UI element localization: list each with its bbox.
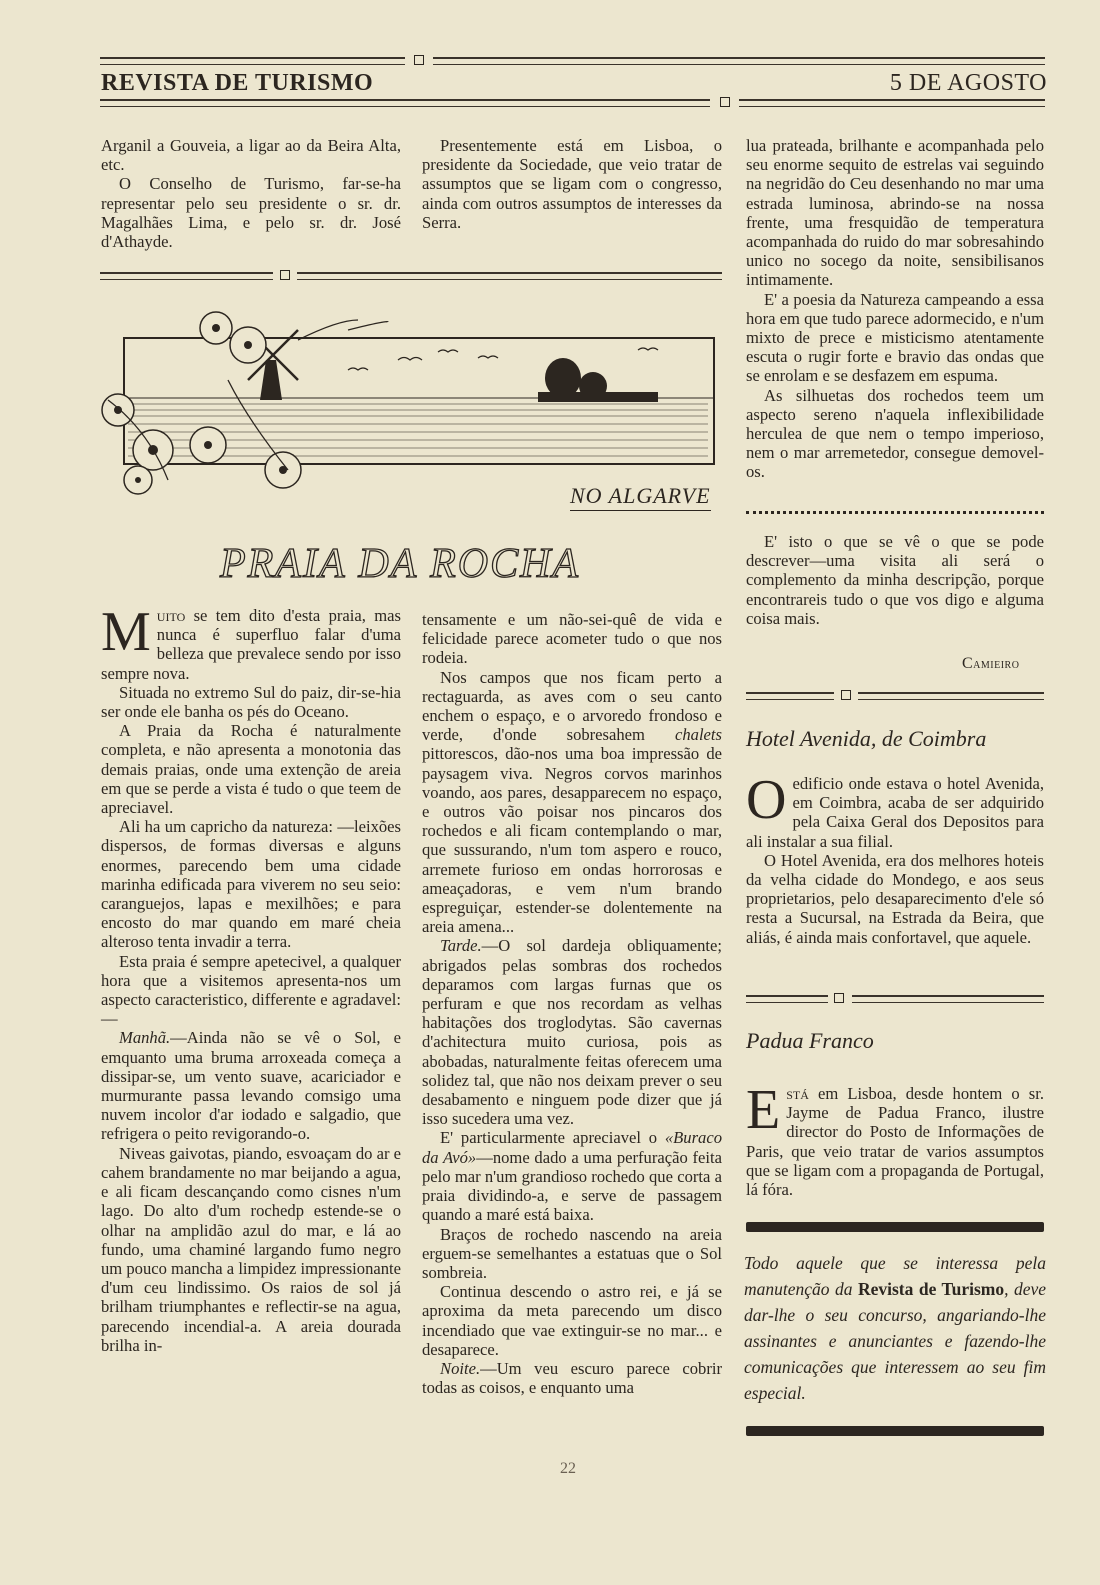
article-column-3	[746, 136, 1044, 482]
dotted-separator	[746, 511, 1044, 518]
paragraph	[422, 1359, 722, 1397]
buraco-pre: E' particularmente apreciavel o	[440, 1128, 665, 1148]
paragraph	[746, 1079, 1044, 1200]
paragraph: Niveas gaivotas, piando, esvoaçam do ar e cahem brandamente no mar beijando a agua, e ali ficam descançando como cisnes n'um lago. Do alto d'um rochedp estende-se o olhar na amplidão azul do mar, e lá ao fundo, uma chaminé largando fumo negro um pouco mancha a limpidez impressionante d'um ceu lindissimo. Os raios de sol já brilham triumphantes e reflectir-se na agua, parecendo incendial-a. A areia dourada brilha in-	[101, 1143, 401, 1355]
noite-text: —Um veu escuro parece cobrir todas as coisos, e enquanto uma	[422, 1358, 722, 1398]
page-number: 22	[560, 1460, 576, 1477]
article-column-3-ending	[746, 532, 1044, 628]
lead-word: uito	[156, 606, 186, 625]
buraco-label: «Buraco da Avó»	[422, 1128, 722, 1167]
top-column-1	[101, 136, 401, 251]
promo-pre: Todo aquele que se interessa pela manutenção da	[744, 1253, 1046, 1299]
paragraph: E' isto o que se vê o que se pode descrever—uma visita ali será o complemento da minha descripção, porque encontrareis tudo o que vos digo e alguma coisa mais.	[746, 532, 1044, 628]
article-column-2	[422, 610, 722, 1397]
drop-cap: M	[101, 601, 151, 663]
promo-top-bar	[746, 1222, 1044, 1232]
lead-word: stá	[786, 1084, 809, 1103]
drop-cap: O	[746, 769, 787, 831]
manha-label: Manhã.	[119, 1028, 171, 1048]
paragraph: lua prateada, brilhante e acompanhada pelo seu enorme sequito de estrelas vai seguindo na negridão do Ceu desenhando no mar uma estrada luminosa, abrindo-se na nossa frente, uma fresquidão de temperatura acompanhada do ruido do mar sobresahindo unico no socego da noite, sensibilisanos intimamente.	[746, 136, 1044, 290]
section-rule	[100, 270, 722, 280]
paragraph: A Praia da Rocha é naturalmente completa, e não apresenta a monotonia das demais praias, onde uma extenção de areia em que se perde a vista é tudo o que teem de apreciavel.	[101, 721, 401, 818]
section-rule	[746, 993, 1044, 1003]
padua-title: Padua Franco	[746, 1028, 874, 1053]
hotel-first: edificio onde estava o hotel Avenida, em Coimbra, acaba de ser adquirido pela Caixa Geral dos Depositos para ali instalar a sua filial.	[746, 774, 1044, 851]
paragraph	[101, 601, 401, 683]
chalets-word: chalets	[674, 725, 722, 745]
paragraph: Esta praia é sempre apetecivel, a qualquer hora que a visitemos apresenta-nos um aspecto caracteristico, differente e agradavel:—	[101, 951, 401, 1029]
section-rule	[746, 690, 1044, 700]
promo-bottom-bar	[746, 1426, 1044, 1436]
paragraph	[422, 936, 722, 1128]
hotel-text	[746, 769, 1044, 947]
top-column-2	[422, 136, 722, 232]
promo-bold: Revista de Turismo	[857, 1279, 1005, 1299]
paragraph: Braços de rochedo nascendo na areia erguem-se semelhantes a estatuas que o Sol sombreia.	[422, 1224, 722, 1282]
padua-text	[746, 1079, 1044, 1200]
paragraph: O Conselho de Turismo, far-se-ha representar pelo seu presidente o sr. dr. Magalhães Lima, e pelo sr. dr. José d'Athayde.	[101, 174, 401, 252]
header-top-rule	[100, 55, 1045, 65]
paragraph: Situada no extremo Sul do paiz, dir-se-hia ser onde ele banha os pés do Oceano.	[101, 682, 401, 722]
issue-date: 5 DE AGOSTO	[889, 70, 1047, 96]
tarde-label: Tarde.	[440, 936, 482, 956]
paragraph: Presentemente está em Lisboa, o presidente da Sociedade, que veio tratar de assumptos que se ligam com o congresso, ainda com outros assumptos de interesses da Serra.	[422, 136, 722, 232]
buraco-post: —nome dado a uma perfuração feita pelo mar n'um grandioso rochedo que corta a praia dividindo-a, e serve de passagem quando a maré está baixa.	[422, 1147, 722, 1225]
promo-notice	[744, 1250, 1046, 1406]
drop-cap: E	[746, 1079, 781, 1141]
header-bottom-rule	[100, 97, 1045, 107]
paragraph: tensamente e um não-sei-quê de vida e felicidade parece acometer tudo o que nos rodeia.	[422, 610, 722, 668]
paragraph	[422, 668, 722, 937]
article-column-1	[101, 601, 401, 1355]
promo-post: , deve dar-lhe o seu concurso, angariando-lhe assinantes e anunciantes e fazendo-lhe comunicações que interessem ao seu fim especial.	[744, 1279, 1046, 1403]
manha-text: —Ainda não se vê o Sol, e emquanto uma bruma arroxeada começa a dissipar-se, um vento suave, acariciador e murmurante passa levando comsigo uma nuvem incolor d'ar iodado e salgadio, que refrigera o peito revigorando-o.	[101, 1028, 401, 1144]
paragraph: E' a poesia da Natureza campeando a essa hora em que tudo parece adormecido, e n'um mixto de prece e misticismo atentamente escuta o rugir forte e bravio das ondas que se enrolam e se desfazem em espuma.	[746, 289, 1044, 386]
paragraph: Arganil a Gouveia, a ligar ao da Beira Alta, etc.	[101, 136, 401, 175]
tarde-text: —O sol dardeja obliquamente; abrigados pelas sombras dos rochedos deparamos com largas furnas que os perfuram e que nos recordam as velhas habitações dos troglodytas. São cavernas d'achitectura muito curiosa, pois as abobadas, naturalmente feitas oferecem uma solidez tal, que não nos deixam prever o seu desabamento e ninguem pode dizer que já isso sucedera uma vez.	[422, 936, 722, 1129]
chalets-pre: Nos campos que nos ficam perto a rectaguarda, as aves com o seu canto enchem o espaço, e o arvoredo frondoso e verde, d'onde sobresahem	[422, 667, 722, 745]
author-signature: Camieiro	[962, 655, 1020, 672]
padua-body: em Lisboa, desde hontem o sr. Jayme de Padua Franco, ilustre director do Posto de Informações de Paris, que veio tratar de varios assumptos que se ligam com a propaganda de Portugal, lá fóra.	[746, 1084, 1044, 1200]
paragraph: O Hotel Avenida, era dos melhores hoteis da velha cidade do Mondego, e aos seus proprietarios, pelo desaparecimento d'ele só resta a Sucursal, na Estrada da Beira, que aliás, é ainda mais confortavel, que aquele.	[746, 850, 1044, 947]
chalets-post: pittorescos, dão-nos uma boa impressão de paysagem viva. Negros corvos marinhos voando, aos pares, desapparecem no espaço, e outros vão poisar nos pincaros dos rochedos e ali ficam contemplando o mar, que sussurando, n'um tom aspero e rouco, arremete furioso em ondas horrorosas e ameaçadoras, e vem n'um brando espreguiçar, estender-se dolentemente na areia amena...	[422, 744, 722, 937]
journal-title: REVISTA DE TURISMO	[101, 70, 374, 96]
article-title: PRAIA DA ROCHA	[220, 541, 581, 587]
hotel-title: Hotel Avenida, de Coimbra	[746, 726, 987, 751]
noite-label: Noite.	[440, 1358, 481, 1378]
paragraph: As silhuetas dos rochedos teem um aspecto sereno n'aquela inflexibilidade herculea de que nem o tempo imperioso, nem o mar arremetedor, consegue demovel-os.	[746, 385, 1044, 482]
algarve-landscape-illustration	[98, 300, 728, 510]
lead-text: se tem dito d'esta praia, mas nunca é superfluo falar d'uma belleza que prevalece sendo por isso sempre nova.	[101, 606, 401, 683]
section-label: NO ALGARVE	[570, 483, 711, 511]
paragraph	[422, 1128, 722, 1224]
paragraph	[101, 1028, 401, 1143]
paragraph: Ali ha um capricho da natureza: —leixões dispersos, de formas diversas e alguns enormes, parecendo bem uma cidade marinha edificada para viverem no seu seio: caranguejos, lapas e mexilhões; e para encosto do mar quando em maré cheia alteroso tenta invadir a terra.	[101, 817, 401, 952]
paragraph	[746, 769, 1044, 851]
paragraph: Continua descendo o astro rei, e já se aproxima da meta parecendo um disco incendiado que vae extinguir-se no mar... e desaparece.	[422, 1282, 722, 1359]
